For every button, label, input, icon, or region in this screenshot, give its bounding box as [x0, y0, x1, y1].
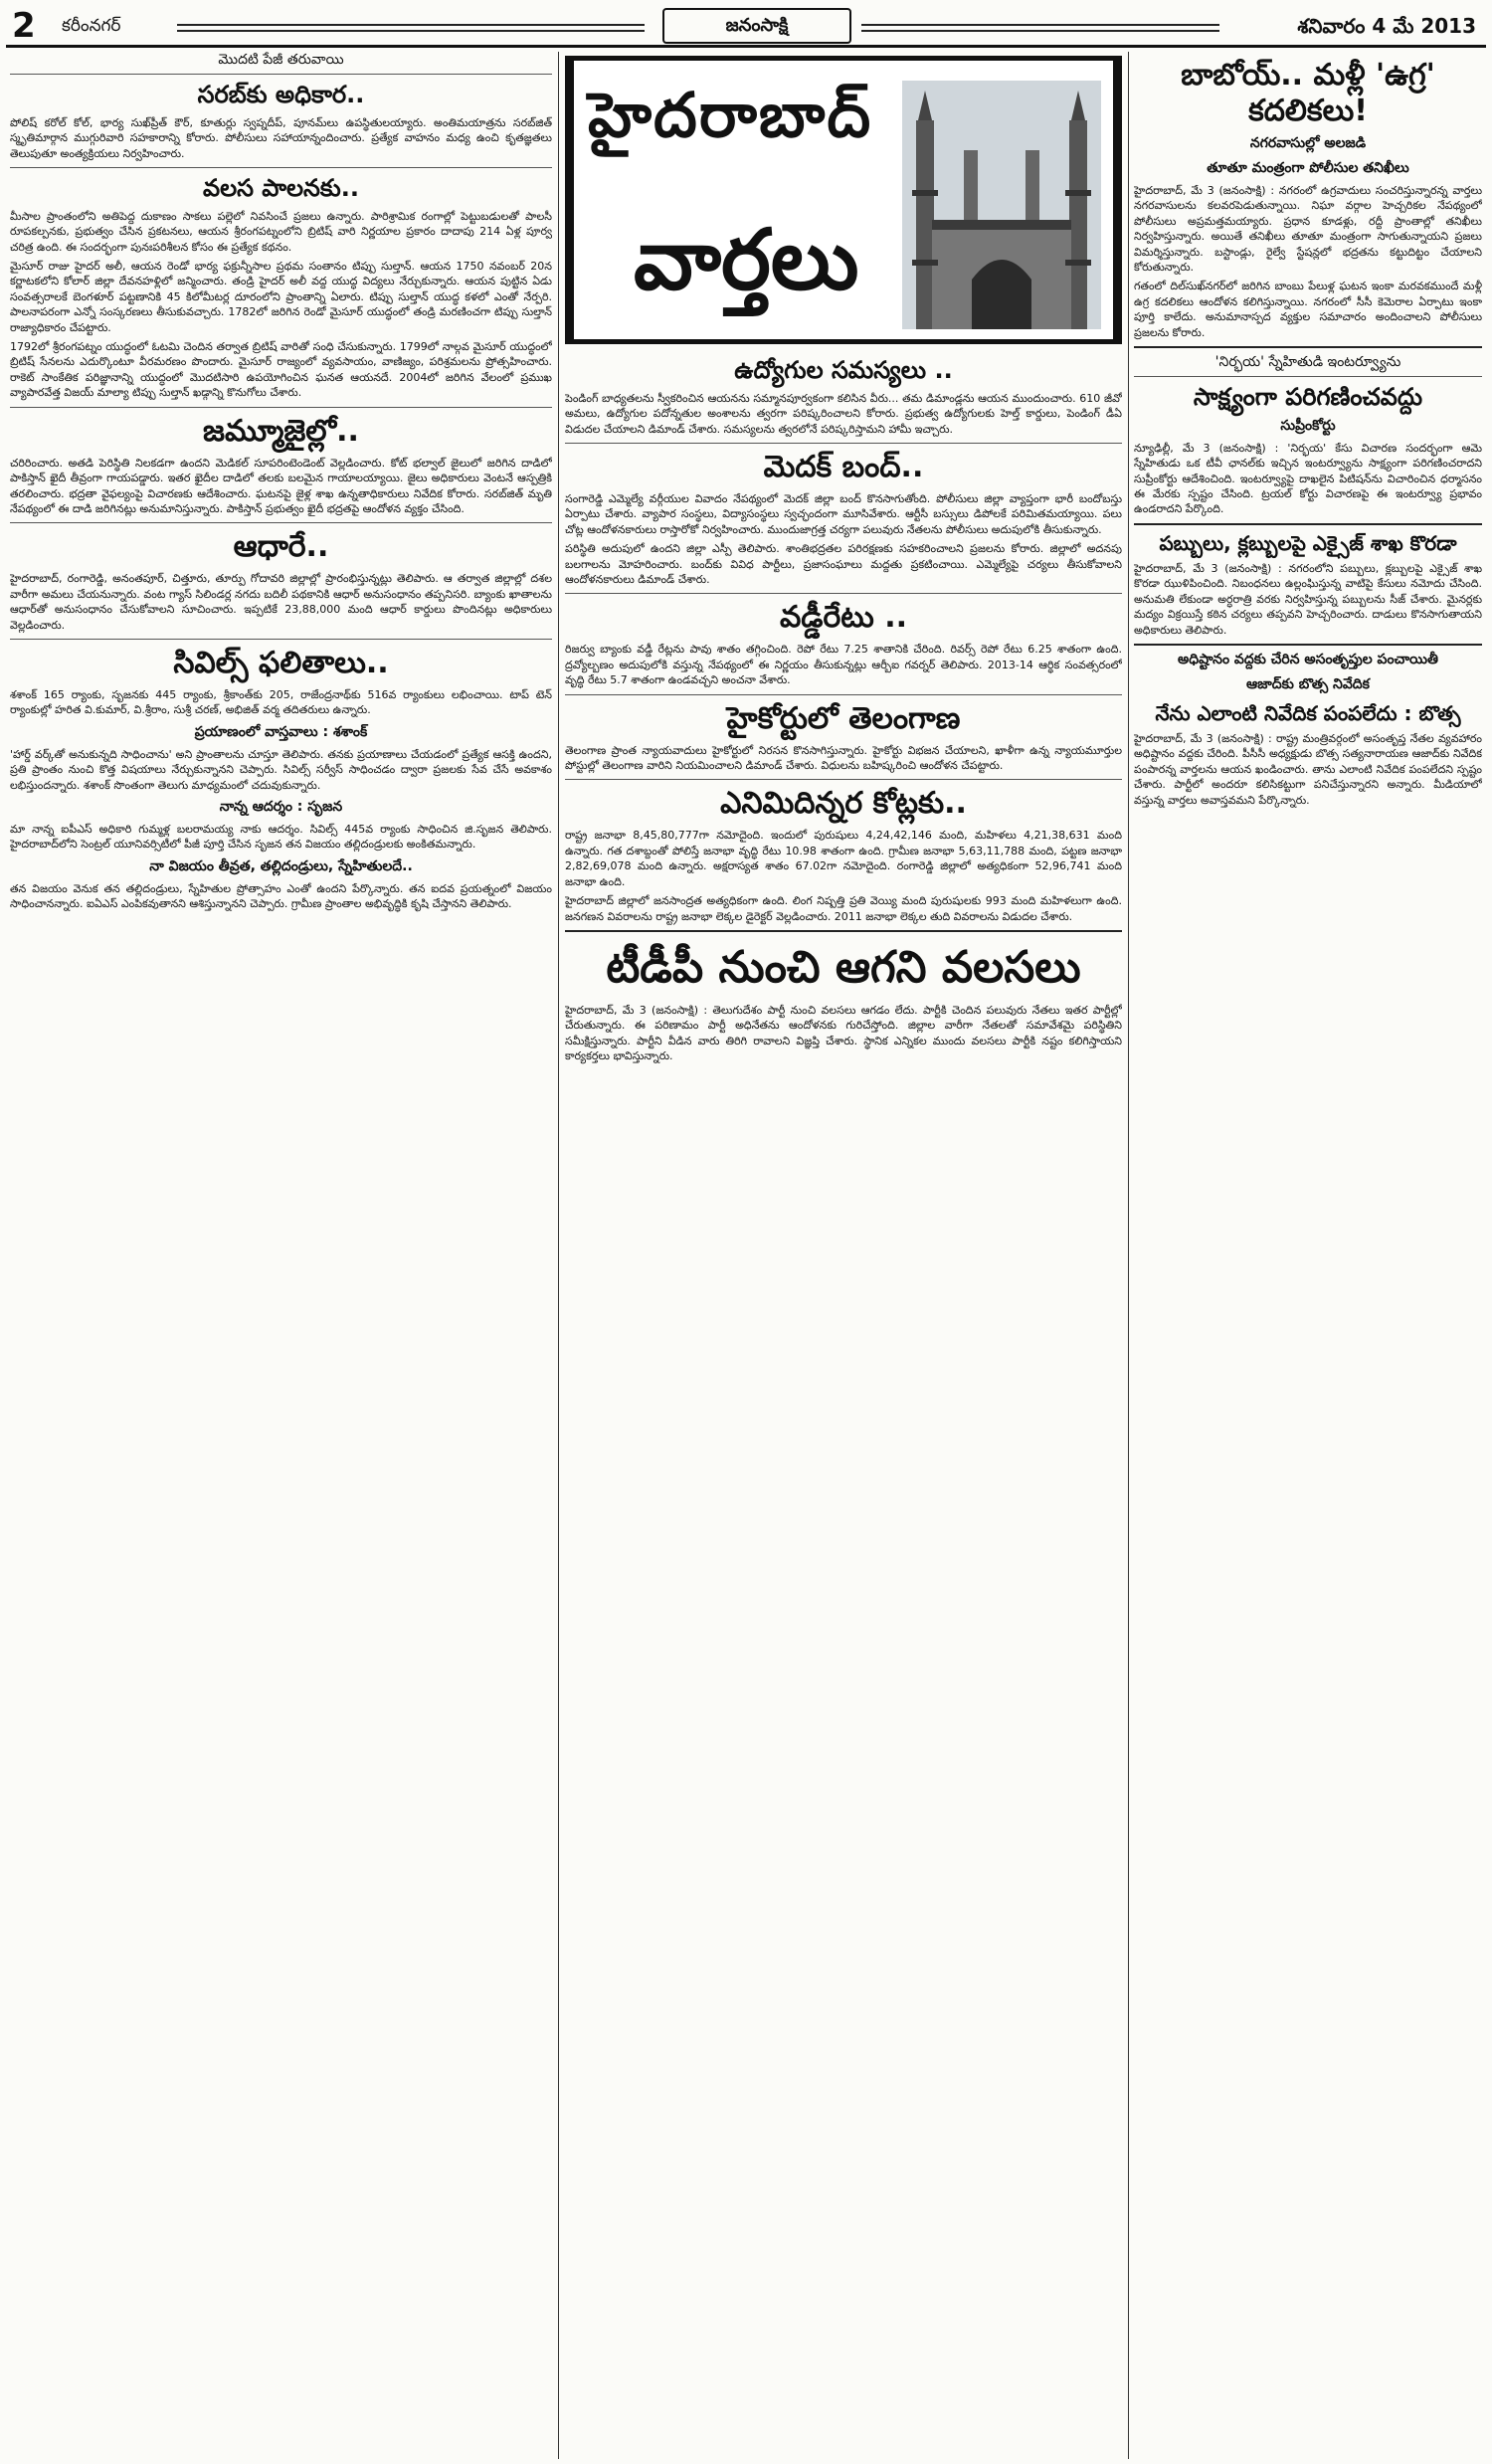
- article-text: రిజర్వు బ్యాంకు వడ్డీ రేట్లను పావు శాతం తగ్గించింది. రెపో రేటు 7.25 శాతానికి చేరింది. రివర్స్ రెపో రేటు 6.25 శాతంగా ఉంది. ద్రవ్యోల్బణం అదుపులోకి వస్తున్న నేపథ్యంలో ఈ నిర్ణయం తీసుకున్నట్లు ఆర్బీఐ గవర్నర్ తెలిపారు. 2013-14 ఆర్థిక సంవత్సరంలో వృద్ధి రేటు 5.7 శాతంగా ఉండవచ్చని అంచనా వేశారు.: [565, 643, 1122, 687]
- article-subheading: సుప్రీంకోర్టు: [1280, 417, 1336, 434]
- article-text: మీసాల ప్రాంతంలోని అతిపెద్ద దుకాణం సాకలు పల్లెలో నివసించే ప్రజలు ఉన్నారు. పారిశ్రామిక రంగాల్లో పెట్టుబడులతో పాలసీ రూపకల్పనకు, ప్రభుత్వం చేసిన ప్రకటనలు, ఆయన శ్రీరంగపట్నంలోని బ్రిటిష్ వారి నిర్ణయాల ప్రకారం దాదాపు 214 ఏళ్ల పూర్వ చరిత్ర ఉంది. ఈ సందర్భంగా పునఃపరిశీలన కోసం ఈ ప్రత్యేక కథనం.: [10, 209, 552, 254]
- article-kicker: అధిష్టానం వద్దకు చేరిన అసంతృప్తుల పంచాయితీ: [1178, 651, 1438, 667]
- article-headline: జమ్మూజైల్లో..: [203, 413, 359, 449]
- banner-title-line1: హైదరాబాద్: [588, 79, 873, 151]
- divider: [1134, 644, 1482, 646]
- divider: [10, 522, 552, 523]
- article-subheading: తూతూ మంత్రంగా పోలీసుల తనిఖీలు: [1207, 160, 1409, 176]
- divider: [1134, 346, 1482, 348]
- article-subheading: నగరవాసుల్లో అలజడి: [1249, 135, 1367, 151]
- article-text: సంగారెడ్డి ఎమ్మెల్యే వర్గీయుల వివాదం నేపథ్యంలో మెదక్ జిల్లా బంద్ కొనసాగుతోంది. పోలీసులు జిల్లా వ్యాప్తంగా భారీ బందోబస్తు ఏర్పాటు చేశారు. వ్యాపార సంస్థలు, విద్యాసంస్థలు స్వచ్ఛందంగా మూసివేశారు. ఆర్టీసీ బస్సులు డిపోలకే పరిమితమయ్యాయి. పలు చోట్ల ఆందోళనకారులు రాస్తారోకో నిర్వహించారు. ముందుజాగ్రత్త చర్యగా పలువురు నేతలను పోలీసులు అదుపులోకి తీసుకున్నారు.: [565, 492, 1122, 536]
- article-headline: పబ్బులు, క్లబ్బులపై ఎక్సైజ్ శాఖ కొరడా: [1159, 530, 1457, 555]
- column-divider: [1128, 52, 1129, 2459]
- divider: [10, 407, 552, 408]
- banner-title-line2: వార్తలు: [634, 210, 859, 308]
- article-text: మా నాన్న ఐపీఎస్ అధికారి గుమ్మళ్ల బలరామయ్య నాకు ఆదర్శం. సివిల్స్ 445వ ర్యాంకు సాధించిన జి.సృజన తెలిపారు. హైదరాబాద్‌లోని సెంట్రల్ యూనివర్సిటీలో పీజీ పూర్తి చేసిన సృజన తన విజయం తల్లిదండ్రులకు అంకితమన్నారు.: [10, 822, 552, 852]
- article-text: హైదరాబాద్, మే 3 (జనంసాక్షి) : రాష్ట్ర మంత్రివర్గంలో అసంతృప్త నేతల వ్యవహారం అధిష్టానం వద్దకు చేరింది. పీసీసీ అధ్యక్షుడు బొత్స సత్యనారాయణ ఆజాద్‌కు నివేదిక పంపారన్న వార్తలను ఆయన ఖండించారు. తాను ఎలాంటి నివేదిక పంపలేదని స్పష్టం చేశారు. పార్టీలో అందరూ కలిసికట్టుగా పనిచేస్తున్నారని అన్నారు. మీడియాలో వస్తున్న వార్తలు అవాస్తవమని పేర్కొన్నారు.: [1134, 731, 1482, 807]
- article-headline: ఎనిమిదిన్నర కోట్లకు..: [720, 786, 967, 822]
- masthead-rule-right: [861, 24, 1219, 32]
- article-headline: వడ్డీరేటు ..: [779, 600, 908, 636]
- divider: [565, 930, 1122, 932]
- article-text: చరిరించారు. అతడి పెరిస్థితి నిలకడగా ఉందని మెడికల్ సూపరింటెండెంట్ వెల్లడించారు. కోట్ భల్వాల్ జైలులో జరిగిన దాడిలో పాకిస్తాన్ ఖైదీ తీవ్రంగా గాయపడ్డారు. ఇతర ఖైదీల దాడిలో తలకు బలమైన గాయాలయ్యాయి. జైలు అధికారులు వెంటనే ఆస్పత్రికి తరలించారు. భద్రతా వైఫల్యంపై విచారణకు ఆదేశించారు. ఘటనపై జైళ్ల శాఖ ఉన్నతాధికారులు నివేదిక కోరారు. సరబ్‌జిత్ మృతి నేపథ్యంలో ఈ దాడి జరిగినట్లు అనుమానిస్తున్నారు. పాకిస్తాన్ ప్రభుత్వం ఖైదీ భద్రతపై ఆందోళన వ్యక్తం చేసింది.: [10, 456, 552, 515]
- issue-date: శనివారం 4 మే 2013: [1297, 14, 1476, 38]
- article-headline: నేను ఎలాంటి నివేదిక పంపలేదు : బొత్స: [1155, 700, 1461, 725]
- article-subheading: నాన్న ఆదర్శం : సృజన: [219, 798, 343, 815]
- divider: [565, 443, 1122, 444]
- article-text: హైదరాబాద్, రంగారెడ్డి, అనంతపూర్, చిత్తూరు, తూర్పు గోదావరి జిల్లాల్లో ప్రారంభిస్తున్నట్లు తెలిపారు. ఆ తర్వాత జిల్లాల్లో దశల వారీగా అమలు చేయనున్నారు. వంట గ్యాస్ సిలిండర్ల నగదు బదిలీ పథకానికి ఆధార్ అనుసంధానం తప్పనిసరి. బ్యాంకు ఖాతాలను ఆధార్‌తో అనుసంధానం చేసుకోవాలని సూచించారు. ఇప్పటికే 23,88,000 మంది ఆధార్ కార్డులు పొందినట్లు అధికారులు వెల్లడించారు.: [10, 572, 552, 632]
- divider: [1134, 523, 1482, 525]
- charminar-image: [902, 81, 1101, 329]
- divider: [565, 779, 1122, 780]
- article-text: తెలంగాణ ప్రాంత న్యాయవాదులు హైకోర్టులో నిరసన కొనసాగిస్తున్నారు. హైకోర్టు విభజన చేయాలని, ఖాళీగా ఉన్న న్యాయమూర్తుల పోస్టుల్లో తెలంగాణ వారిని నియమించాలని డిమాండ్ చేశారు. విధులను బహిష్కరించి ఆందోళన చేపట్టారు.: [565, 743, 1122, 773]
- middle-column: [565, 52, 1122, 2459]
- article-headline: సివిల్స్ ఫలితాలు..: [173, 645, 389, 680]
- article-headline: మెదక్ బంద్..: [763, 450, 924, 485]
- section-banner: [565, 56, 1122, 344]
- article-subheading: ప్రయాణంలో వాస్తవాలు : శశాంక్: [194, 723, 368, 740]
- continuation-kicker: మొదటి పేజీ తరువాయి: [10, 52, 552, 75]
- article-text: శశాంక్ 165 ర్యాంకు, సృజనకు 445 ర్యాంకు, శ్రీకాంత్‌కు 205, రాజేంద్రనాథ్‌కు 516వ ర్యాంకులు లభించాయి. టాప్ టెన్ ర్యాంకుల్లో హరిత వి.కుమార్, వి.శ్రీరాం, సుశ్రీ చరణ్, అభిజిత్ వర్మ తదితరులు ఉన్నారు.: [10, 687, 552, 717]
- article-text: హైదరాబాద్, మే 3 (జనంసాక్షి) : నగరంలో ఉగ్రవాదులు సంచరిస్తున్నారన్న వార్తలు నగరవాసులను కలవరపెడుతున్నాయి. నిఘా వర్గాల హెచ్చరికల నేపథ్యంలో పోలీసులు అప్రమత్తమయ్యారు. ప్రధాన కూడళ్లు, రద్దీ ప్రాంతాల్లో తనిఖీలు నిర్వహిస్తున్నారు. అయితే తనిఖీలు తూతూ మంత్రంగా సాగుతున్నాయని ప్రజలు విమర్శిస్తున్నారు. బస్టాండ్లు, రైల్వే స్టేషన్లలో భద్రతను కట్టుదిట్టం చేయాలని కోరుతున్నారు.: [1134, 184, 1482, 275]
- article-text: హైదరాబాద్ జిల్లాలో జనసాంద్రత అత్యధికంగా ఉంది. లింగ నిష్పత్తి ప్రతి వెయ్యి మంది పురుషులకు 993 మంది మహిళలుగా ఉంది. జనగణన వివరాలను రాష్ట్ర జనాభా లెక్కల డైరెక్టర్ వెల్లడించారు. 2011 జనాభా లెక్కల తుది వివరాలను విడుదల చేశారు.: [565, 894, 1122, 923]
- article-text: హైదరాబాద్, మే 3 (జనంసాక్షి) : నగరంలోని పబ్బులు, క్లబ్బులపై ఎక్సైజ్ శాఖ కొరడా ఝుళిపించింది. నిబంధనలు ఉల్లంఘిస్తున్న వాటిపై కేసులు నమోదు చేసింది. అనుమతి లేకుండా అర్ధరాత్రి వరకు నిర్వహిస్తున్న పబ్బులను సీజ్ చేశారు. మైనర్లకు మద్యం విక్రయిస్తే కఠిన చర్యలు తప్పవని హెచ్చరించారు. దాడులు కొనసాగుతాయని అధికారులు తెలిపారు.: [1134, 561, 1482, 637]
- article-headline: టీడీపీ నుంచి ఆగని వలసలు: [606, 941, 1081, 993]
- article-headline: సాక్ష్యంగా పరిగణించవద్దు: [1193, 383, 1423, 412]
- article-text: న్యూఢిల్లీ, మే 3 (జనంసాక్షి) : 'నిర్భయ' కేసు విచారణ సందర్భంగా ఆమె స్నేహితుడు ఒక టీవీ ఛానల్‌కు ఇచ్చిన ఇంటర్వ్యూను సాక్ష్యంగా పరిగణించరాదని సుప్రీంకోర్టు ఆదేశించింది. ఇంటర్వ్యూపై దాఖలైన పిటిషన్‌ను విచారించిన ధర్మాసనం ఈ మేరకు స్పష్టం చేసింది. ట్రయల్ కోర్టు విచారణపై ఈ ఇంటర్వ్యూ ప్రభావం ఉండరాదని పేర్కొంది.: [1134, 441, 1482, 516]
- masthead: [6, 6, 1486, 48]
- article-text: హైదరాబాద్, మే 3 (జనంసాక్షి) : తెలుగుదేశం పార్టీ నుంచి వలసలు ఆగడం లేదు. పార్టీకి చెందిన పలువురు నేతలు ఇతర పార్టీల్లో చేరుతున్నారు. ఈ పరిణామం పార్టీ అధినేతను ఆందోళనకు గురిచేస్తోంది. జిల్లాల వారీగా నేతలతో సమావేశమై పరిస్థితిని సమీక్షిస్తున్నారు. పార్టీని వీడిన వారు తిరిగి రావాలని విజ్ఞప్తి చేశారు. స్థానిక ఎన్నికల ముందు వలసలు పార్టీకి నష్టం కలిగిస్తాయని కార్యకర్తలు భావిస్తున్నారు.: [565, 1003, 1122, 1062]
- right-column: [1134, 52, 1482, 2459]
- article-headline: బాబోయ్.. మళ్లీ 'ఉగ్ర' కదలికలు!: [1181, 58, 1435, 128]
- article-headline: సరబ్‌కు అధికార..: [197, 81, 365, 108]
- column-divider: [558, 52, 559, 2459]
- article-text: మైసూర్ రాజు హైదర్ అలీ, ఆయన రెండో భార్య ఫక్రున్నీసాల ప్రథమ సంతానం టిప్పు సుల్తాన్. ఆయన 1750 నవంబర్ 20న కర్ణాటకలోని కోలార్ జిల్లా దేవనహళ్లిలో జన్మించారు. తండ్రి హైదర్ అలీ వద్ద యుద్ధ విద్యలు నేర్చుకున్నారు. ఆయన పుట్టిన ఏడు సంవత్సరాలకే బెంగళూర్ పట్టణానికి 45 కిలోమీటర్ల దూరంలోని ప్రాంతాన్ని ఏలారు. టిప్పు సుల్తాన్ యుద్ధ కళలో ఎంతో నేర్పరి. పాలనాపరంగా ఎన్నో సంస్కరణలు తీసుకువచ్చారు. 1782లో జరిగిన రెండో మైసూర్ యుద్ధంలో తండ్రి మరణించగా టిప్పు సుల్తాన్ రాజ్యాధికారం చేపట్టారు.: [10, 260, 552, 334]
- article-headline: హైకోర్టులో తెలంగాణ: [726, 700, 961, 736]
- article-kicker: 'నిర్భయ' స్నేహితుడి ఇంటర్వ్యూను: [1134, 354, 1482, 377]
- edition-name: కరీంనగర్: [62, 16, 121, 36]
- divider: [565, 593, 1122, 594]
- paper-logo: జనంసాక్షి: [662, 8, 851, 44]
- left-column: [10, 52, 552, 2459]
- article-text: రాష్ట్ర జనాభా 8,45,80,777గా నమోదైంది. ఇందులో పురుషులు 4,24,42,146 మంది, మహిళలు 4,21,38,631 మంది ఉన్నారు. గత దశాబ్దంతో పోలిస్తే జనాభా వృద్ధి రేటు 10.98 శాతంగా ఉంది. గ్రామీణ జనాభా 5,63,11,788 మంది, పట్టణ జనాభా 2,82,69,078 మంది ఉన్నారు. అక్షరాస్యత శాతం 67.02గా నమోదైంది. రంగారెడ్డి జిల్లాలో అత్యధికంగా 52,96,741 మంది జనాభా ఉంది.: [565, 829, 1122, 888]
- article-text: తన విజయం వెనుక తన తల్లిదండ్రులు, స్నేహితుల ప్రోత్సాహం ఎంతో ఉందని పేర్కొన్నారు. తన ఐదవ ప్రయత్నంలో విజయం సాధించానన్నారు. ఐఏఎస్ ఎంపికవుతానని ఆశిస్తున్నానని చెప్పారు. గ్రామీణ ప్రాంతాల అభివృద్ధికి కృషి చేస్తానని తెలిపారు.: [10, 881, 552, 911]
- article-subheading: నా విజయం తీవ్రత, తల్లిదండ్రులు, స్నేహితులదే..: [149, 857, 413, 874]
- article-headline: వలస పాలనకు..: [203, 174, 359, 203]
- article-subheading: ఆజాద్‌కు బొత్స నివేదిక: [1245, 675, 1370, 692]
- page-number: 2: [12, 6, 36, 46]
- article-text: 1792లో శ్రీరంగపట్నం యుద్ధంలో ఓటమి చెందిన తర్వాత బ్రిటిష్ వారితో సంధి చేసుకున్నారు. 1799లో నాల్గవ మైసూర్ యుద్ధంలో బ్రిటిష్ సేనలను ఎదుర్కొంటూ వీరమరణం పొందారు. మైసూర్ రాజ్యంలో వ్యవసాయం, వాణిజ్యం, పరిశ్రమలను ప్రోత్సహించారు. రాకెట్ సాంకేతిక పరిజ్ఞానాన్ని యుద్ధంలో మొదటిసారి ఉపయోగించిన ఘనత ఆయనదే. 2004లో జరిగిన వేలంలో ప్రముఖ వ్యాపారవేత్త విజయ్ మాల్యా టిప్పు సుల్తాన్ ఖడ్గాన్ని కొనుగోలు చేశారు.: [10, 340, 552, 400]
- article-headline: ఉద్యోగుల సమస్యలు ..: [734, 356, 953, 384]
- divider: [565, 694, 1122, 695]
- article-text: పోలిష్ కరోల్ కోల్, భార్య సుఖ్‌ప్రీత్ కౌర్, కూతుర్లు స్వప్నదీప్, పూనమ్‌లు ఉపస్థితులయ్యారు. అంతిమయాత్రను సరబ్‌జిత్ స్మృతిమార్గాన ముగ్గురివారి సహకారాన్ని కోరారు. పోలీసులు సహాయాన్నందించారు. ప్రత్యేక వాహనం మధ్య ఉంచి కృతజ్ఞతలు తెలుపుతూ అంత్యక్రియలు నిర్వహించారు.: [10, 115, 552, 160]
- article-text: పెండింగ్ బాధ్యతలను స్వీకరించిన ఆయనను సమ్మానపూర్వకంగా కలిసిన వీరు... తమ డిమాండ్లను ఆయన ముందుంచారు. 610 జీవో అమలు, ఉద్యోగుల పదోన్నతుల అంశాలను త్వరగా పరిష్కరించాలని కోరారు. ప్రభుత్వ ఉద్యోగులకు హెల్త్ కార్డులు, పెండింగ్ డీఏ విడుదల చేయాలని డిమాండ్ చేశారు. సమస్యలను త్వరలోనే పరిష్కరిస్తామని హామీ ఇచ్చారు.: [565, 391, 1122, 436]
- masthead-rule-left: [177, 24, 645, 32]
- divider: [10, 639, 552, 640]
- divider: [10, 167, 552, 168]
- article-text: 'హార్డ్ వర్క్‌తో అనుకున్నది సాధించాను' అని ప్రాంతాలను చూస్తూ తెలిపారు. తనకు ప్రయాణాలు చేయడంలో ప్రత్యేక ఆసక్తి ఉందని, ప్రతి ప్రాంతం నుంచి కొత్త విషయాలు నేర్చుకున్నానని చెప్పారు. సివిల్స్ సర్వీస్ సాధించడం ద్వారా ప్రజలకు సేవ చేసే అవకాశం లభిస్తుందన్నారు. శశాంక్ సొంతంగా తెలుగు మాధ్యమంలో చదువుకున్నారు.: [10, 747, 552, 792]
- article-text: గతంలో దిల్‌సుఖ్‌నగర్‌లో జరిగిన బాంబు పేలుళ్ల ఘటన ఇంకా మరవకముందే మళ్లీ ఉగ్ర కదలికలు ఆందోళన కలిగిస్తున్నాయి. నగరంలో సీసీ కెమెరాల ఏర్పాటు ఇంకా పూర్తి కాలేదు. అనుమానాస్పద వ్యక్తుల సమాచారం అందించాలని పోలీసులు ప్రజలను కోరారు.: [1134, 280, 1482, 339]
- article-text: పరిస్థితి అదుపులో ఉందని జిల్లా ఎస్పీ తెలిపారు. శాంతిభద్రతల పరిరక్షణకు సహకరించాలని ప్రజలను కోరారు. జిల్లాలో అదనపు బలగాలను మోహరించారు. బంద్‌కు వివిధ పార్టీలు, ప్రజాసంఘాలు మద్దతు ప్రకటించాయి. ఎమ్మెల్యేపై చర్యలు తీసుకోవాలని ఆందోళనకారులు డిమాండ్ చేశారు.: [565, 542, 1122, 587]
- article-headline: ఆధారే..: [233, 529, 329, 565]
